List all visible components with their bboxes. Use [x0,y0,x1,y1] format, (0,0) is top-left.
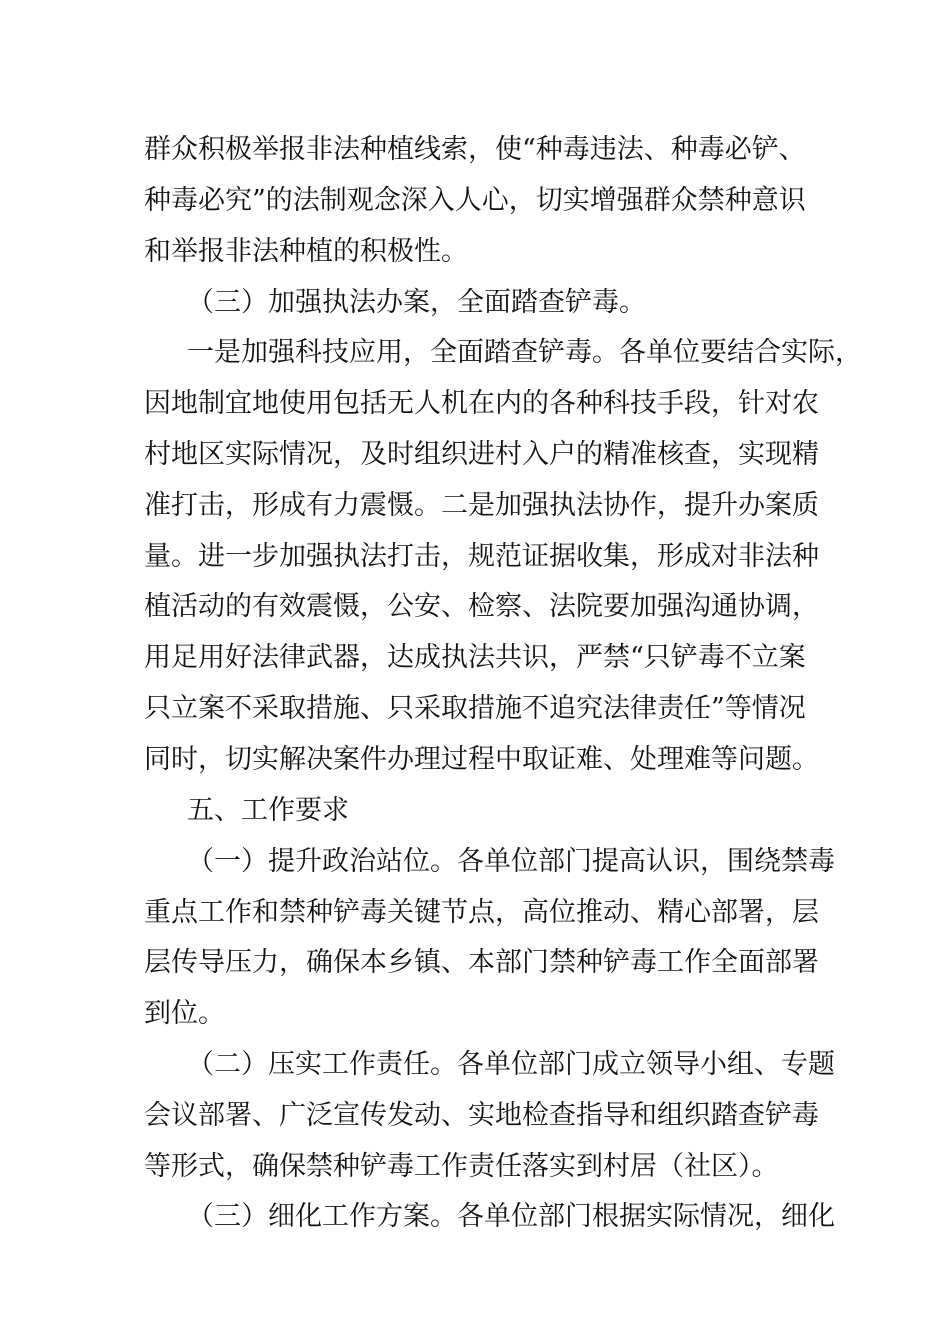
text-line: 种毒必究”的法制观念深入人心，切实增强群众禁种意识 [144,185,806,216]
text-line: 重点工作和禁种铲毒关键节点，高位推动、精心部署，层 [144,897,819,928]
text-line: 量。进一步加强执法打击，规范证据收集，形成对非法种 [144,541,819,572]
text-line: 只立案不采取措施、只采取措施不追究法律责任”等情况 [144,693,806,724]
text-line: 植活动的有效震慑，公安、检察、法院要加强沟通协调， [144,591,819,622]
text-line: （三）细化工作方案。各单位部门根据实际情况，细化 [187,1201,835,1232]
text-line: 层传导压力，确保本乡镇、本部门禁种铲毒工作全面部署 [144,947,819,978]
section-heading: 五、工作要求 [187,795,349,826]
text-line: （二）压实工作责任。各单位部门成立领导小组、专题 [187,1049,835,1080]
text-line: 一是加强科技应用，全面踏查铲毒。各单位要结合实际， [187,337,862,368]
text-line: 等形式，确保禁种铲毒工作责任落实到村居（社区）。 [144,1151,779,1182]
text-line: 村地区实际情况，及时组织进村入户的精准核查，实现精 [144,439,819,470]
text-line: 用足用好法律武器，达成执法共识，严禁“只铲毒不立案 [144,642,806,673]
text-line: 准打击，形成有力震慑。二是加强执法协作，提升办案质 [144,490,819,521]
text-line: 同时，切实解决案件办理过程中取证难、处理难等问题。 [144,744,819,775]
section-heading: （三）加强执法办案，全面踏查铲毒。 [187,287,646,318]
text-line: 会议部署、广泛宣传发动、实地检查指导和组织踏查铲毒 [144,1100,819,1131]
text-line: （一）提升政治站位。各单位部门提高认识，围绕禁毒 [187,846,835,877]
text-line: 群众积极举报非法种植线索，使“种毒违法、种毒必铲、 [144,134,806,165]
text-line: 因地制宜地使用包括无人机在内的各种科技手段，针对农 [144,388,819,419]
text-line: 到位。 [144,998,225,1029]
text-line: 和举报非法种植的积极性。 [144,236,468,267]
